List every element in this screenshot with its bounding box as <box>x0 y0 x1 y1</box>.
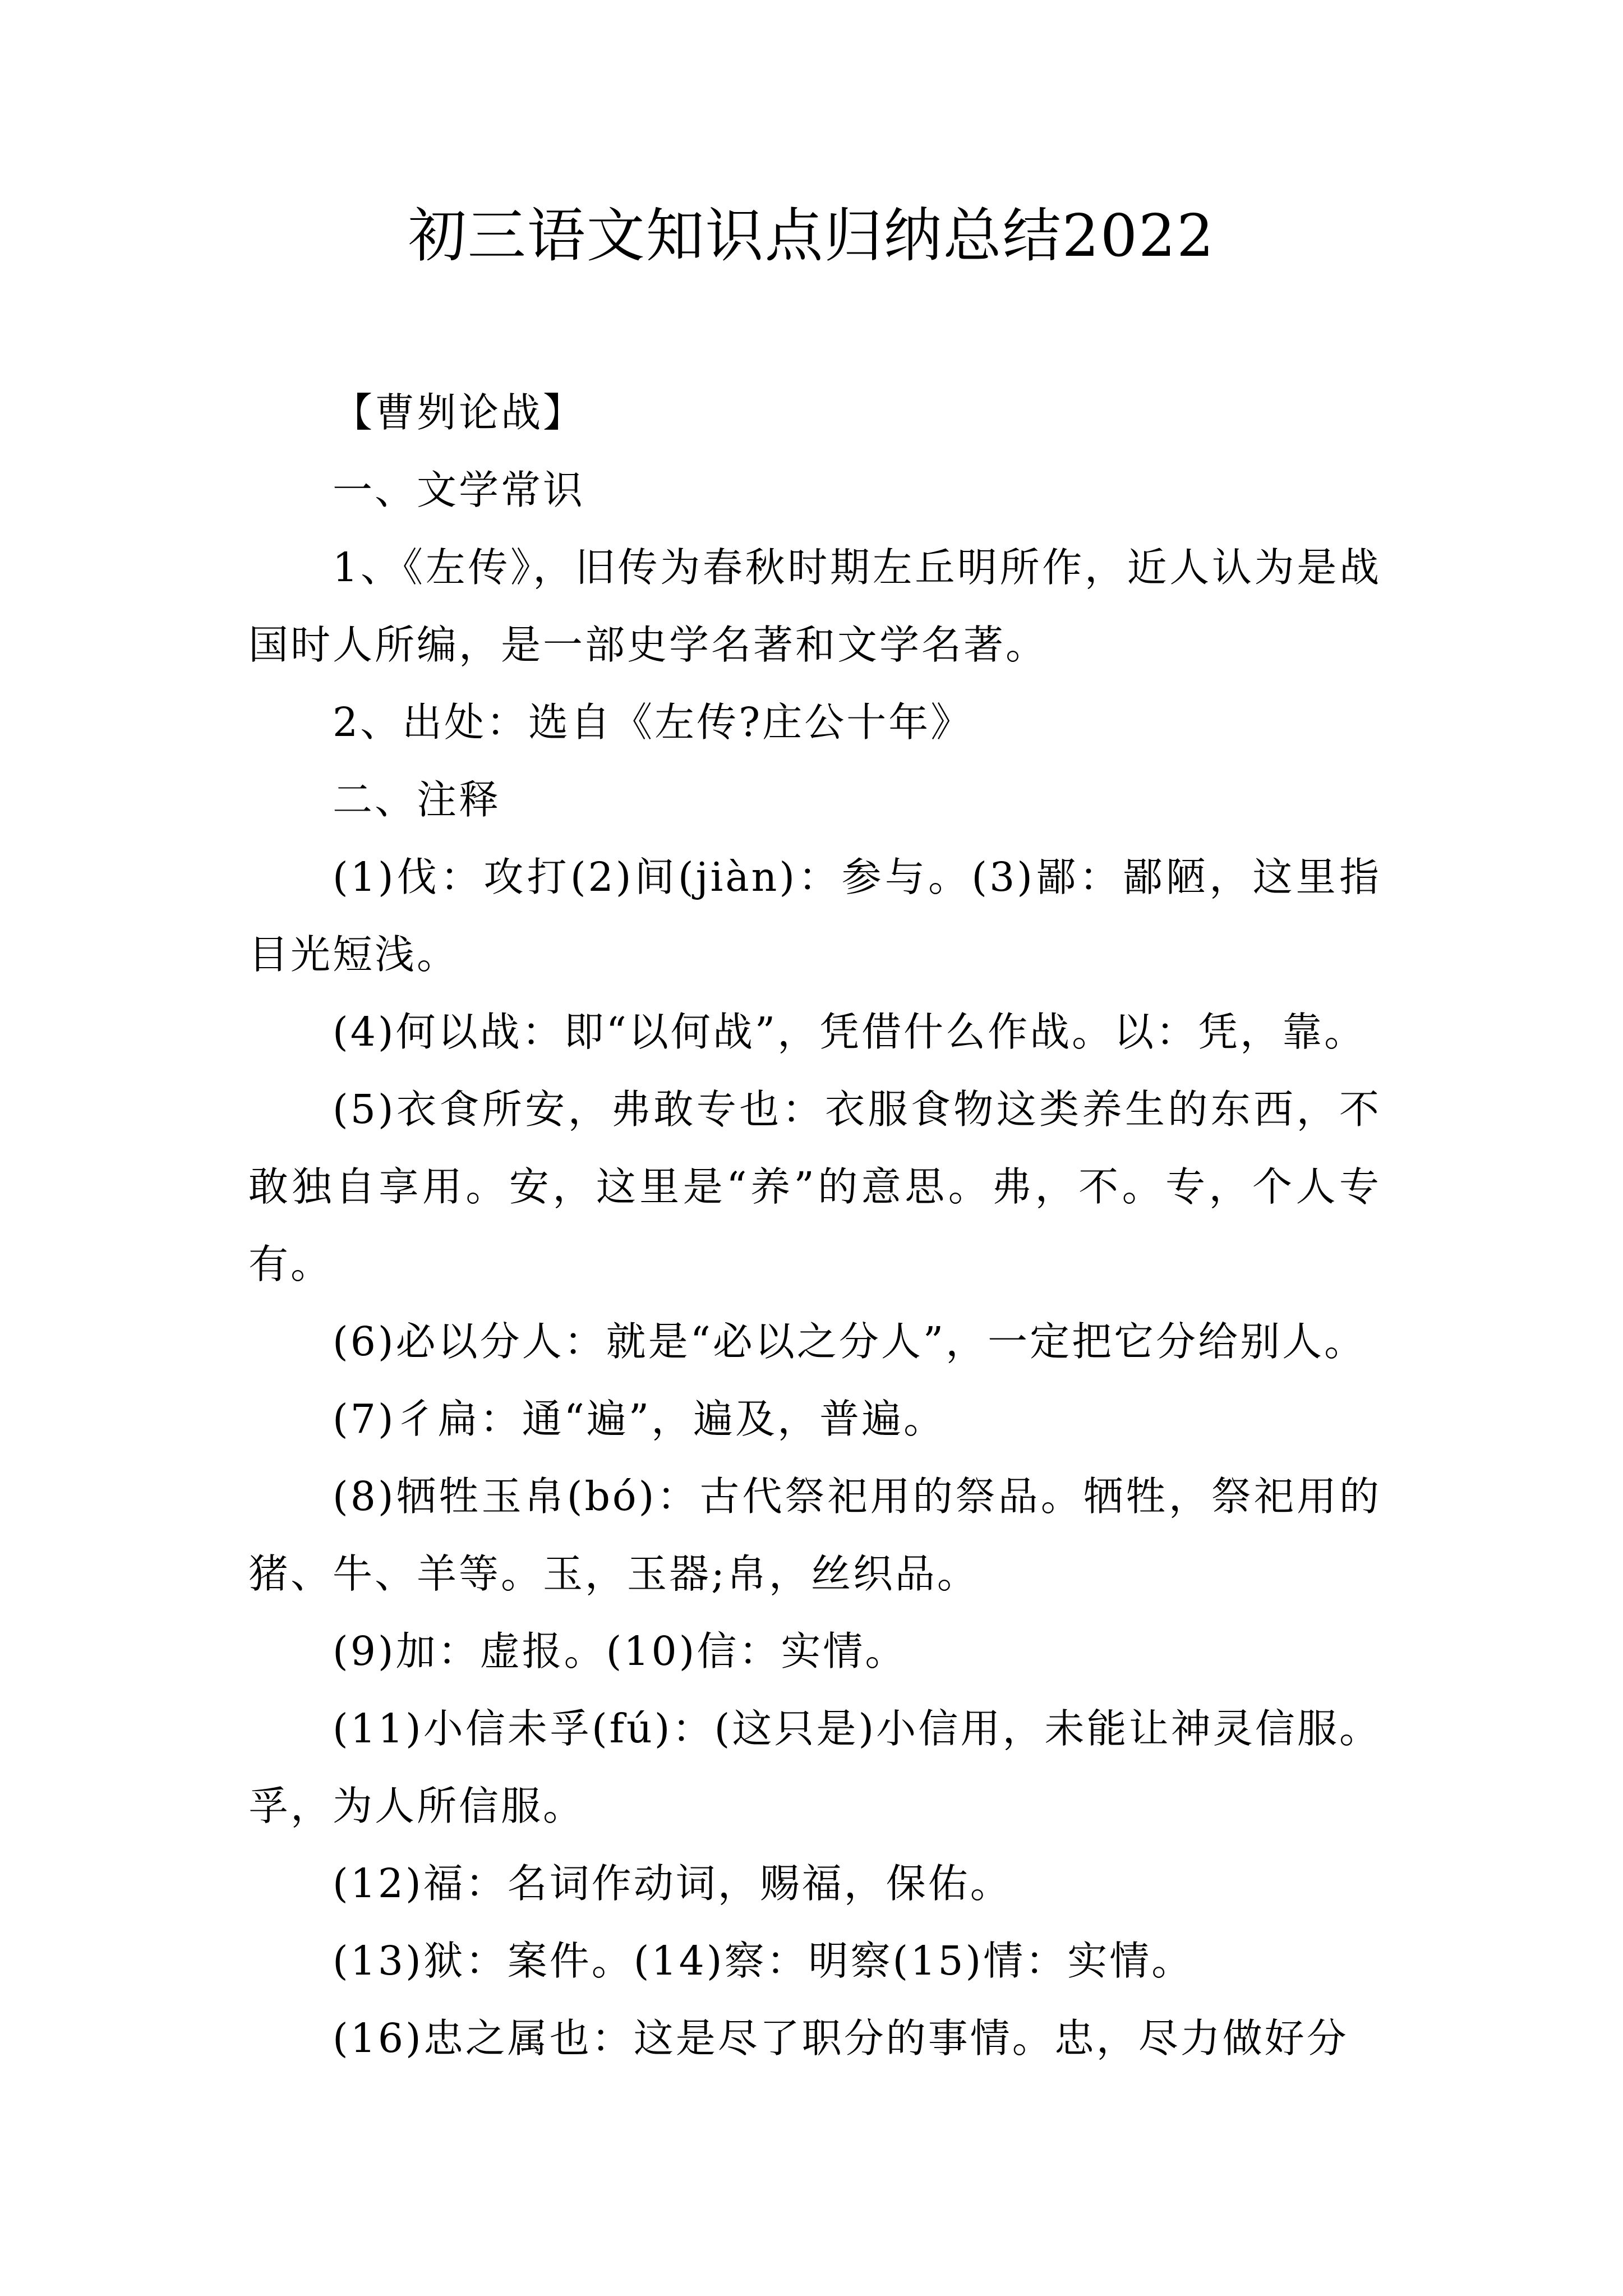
annotation-item: (9)加：虚报。(10)信：实情。 <box>333 1628 907 1674</box>
annotation-item: (5)衣食所安，弗敢专也：衣服食物这类养生的东西，不敢独自享用。安，这里是“养”的意思。弗，不。专，个人专有。 <box>248 1086 1381 1287</box>
annotation-item: (1)伐：攻打(2)间(jiàn)：参与。(3)鄙：鄙陋，这里指目光短浅。 <box>248 854 1381 978</box>
annotation-item: (12)福：名词作动词，赐福，保佑。 <box>333 1860 1012 1907</box>
paragraph: 1、《左传》，旧传为春秋时期左丘明所作，近人认为是战国时人所编，是一部史学名著和文学名著。 <box>248 544 1381 668</box>
annotation-item: (16)忠之属也：这是尽了职分的事情。忠，尽力做好分 <box>333 2015 1349 2062</box>
paragraph: 2、出处：选自《左传?庄公十年》 <box>333 699 973 746</box>
subsection-heading: 二、注释 <box>333 776 501 823</box>
document-body <box>248 374 1381 2077</box>
subsection-heading: 一、文学常识 <box>333 467 585 513</box>
document-title: 初三语文知识点归纳总结2022 <box>408 201 1215 270</box>
section-heading: 【曹刿论战】 <box>333 389 585 436</box>
annotation-item: (6)必以分人：就是“必以之分人”，一定把它分给别人。 <box>333 1318 1367 1365</box>
annotation-item: (4)何以战：即“以何战”，凭借什么作战。以：凭，靠。 <box>333 1009 1367 1055</box>
annotation-item: (8)牺牲玉帛(bó)：古代祭祀用的祭品。牺牲，祭祀用的猪、牛、羊等。玉，玉器;帛，丝织品。 <box>248 1473 1381 1597</box>
annotation-item: (7)彳扁：通“遍”，遍及，普遍。 <box>333 1396 946 1442</box>
annotation-item: (13)狱：案件。(14)察：明察(15)情：实情。 <box>333 1938 1194 1984</box>
annotation-item: (11)小信未孚(fú)：(这只是)小信用，未能让神灵信服。孚，为人所信服。 <box>248 1705 1381 1829</box>
